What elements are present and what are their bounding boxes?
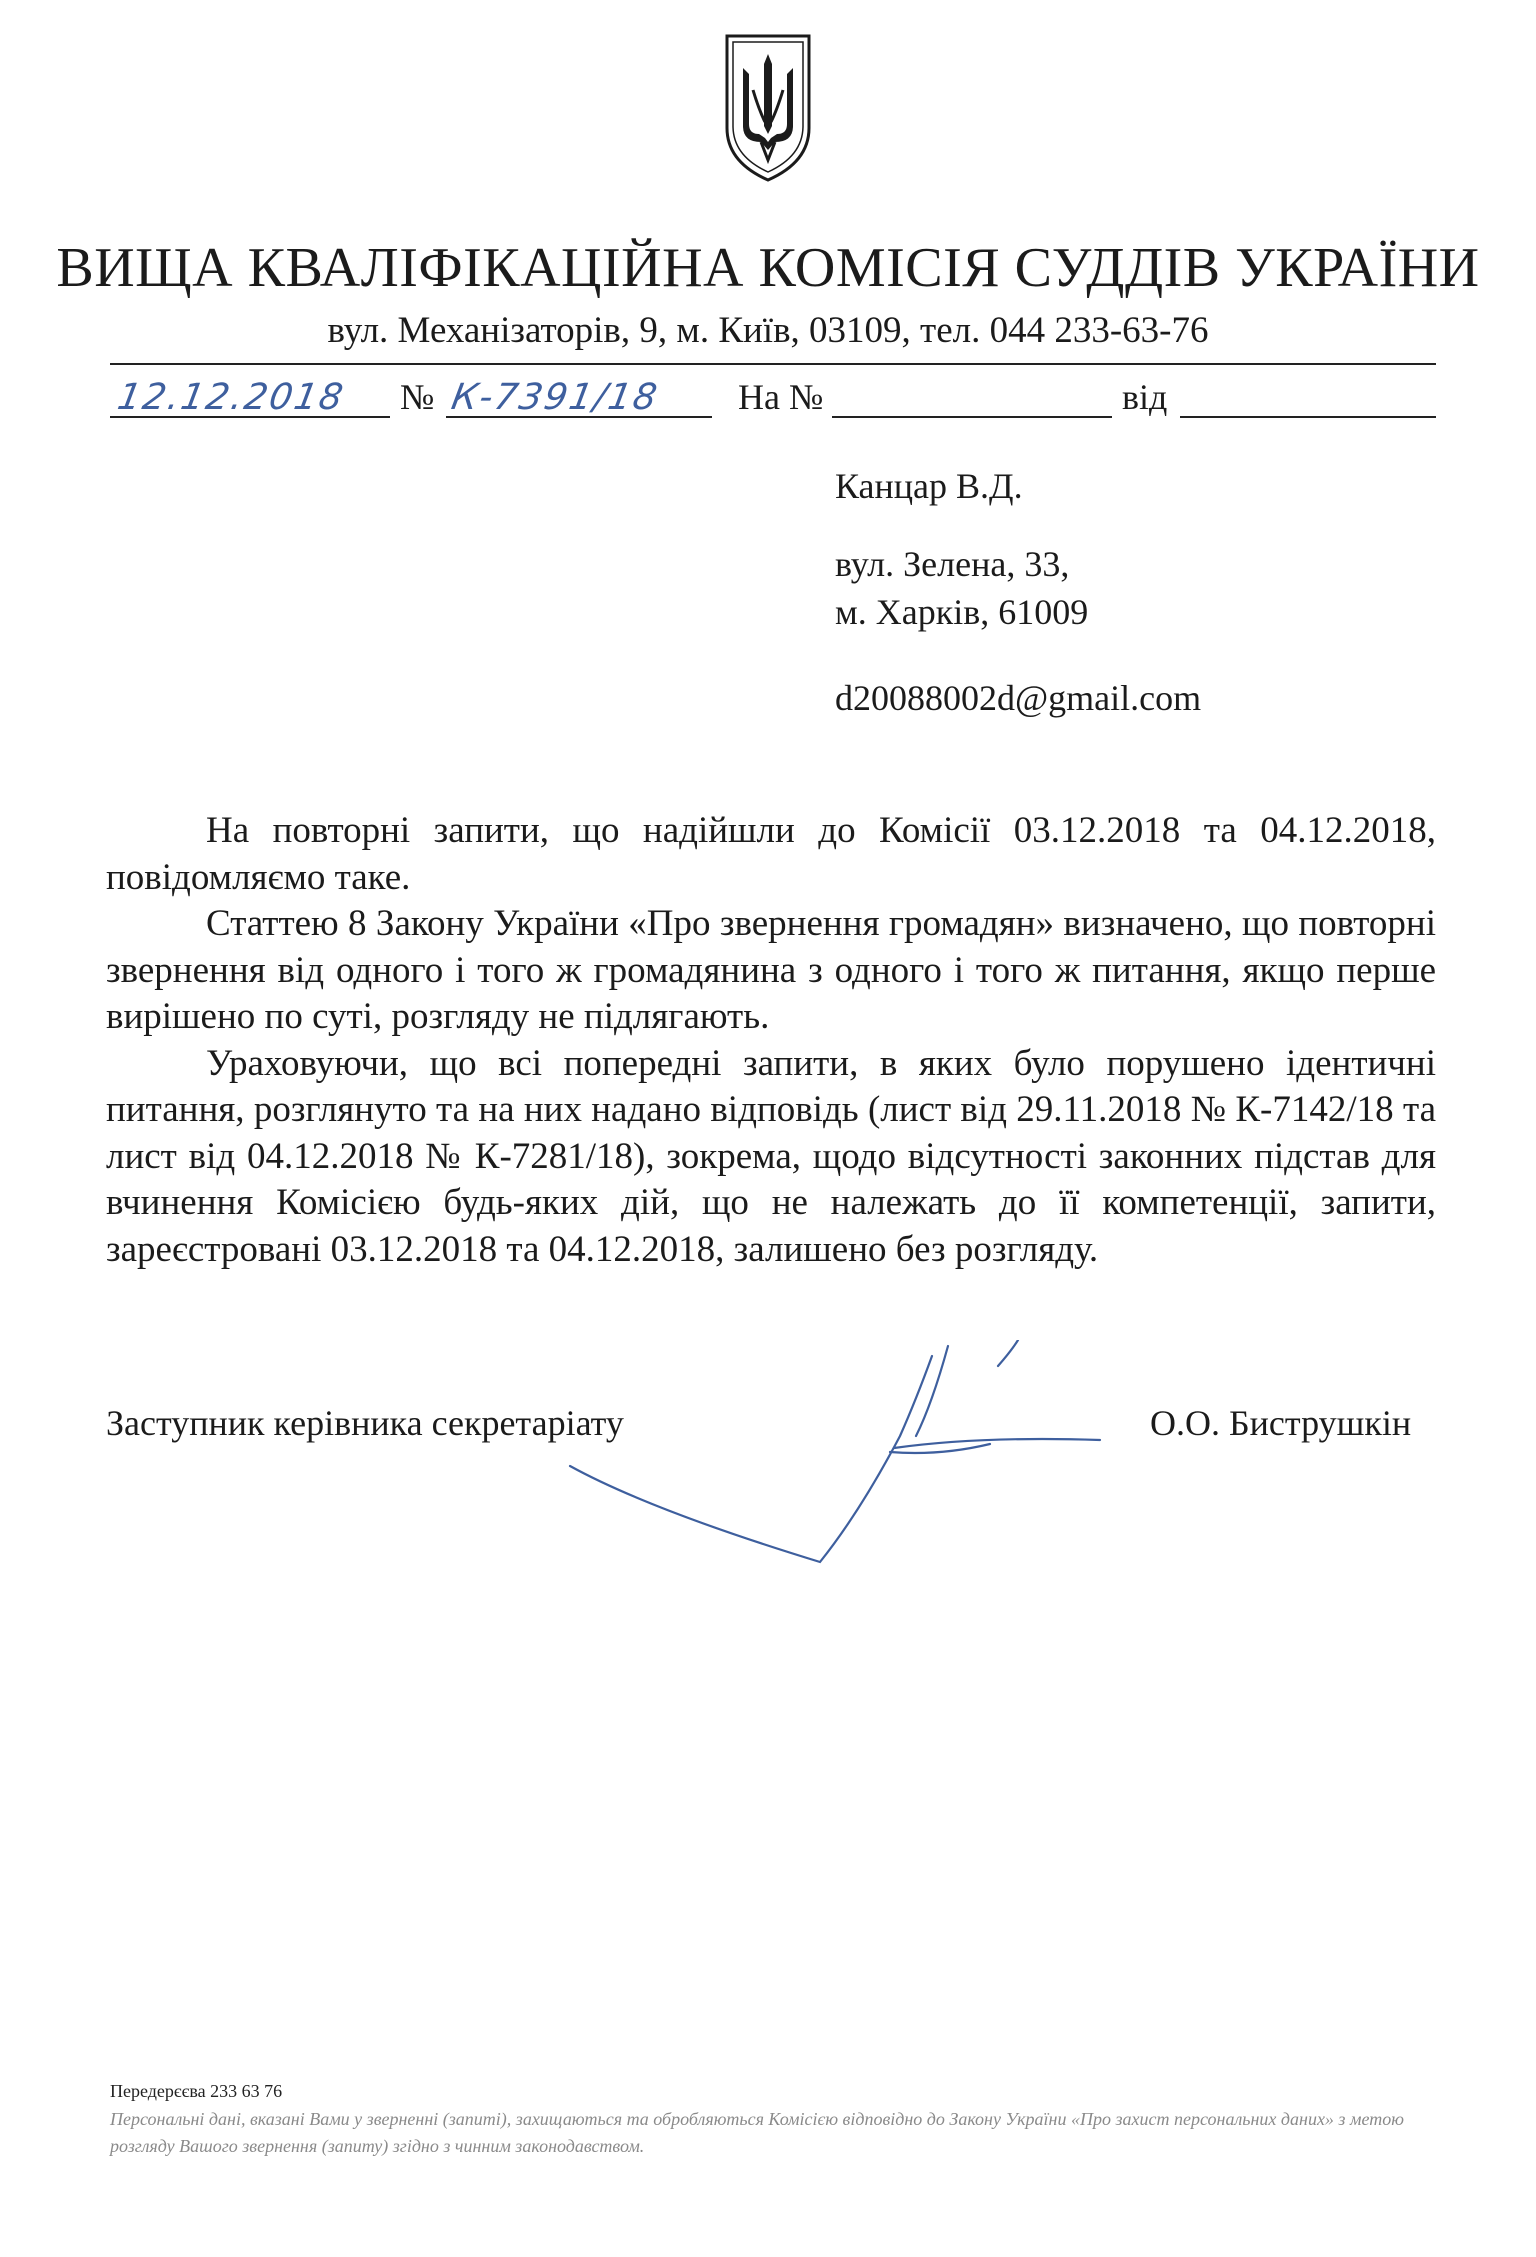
reply-from-date-field: [1180, 372, 1436, 418]
recipient-name: Канцар В.Д.: [835, 466, 1023, 506]
outgoing-date-field: [110, 372, 390, 418]
handwritten-signature-icon: [560, 1340, 1180, 1580]
outgoing-number-handwritten: К-7391/18: [448, 377, 662, 418]
body-paragraph: Ураховуючи, що всі попередні запити, в яких було порушено ідентичні питання, розглянуто та на них надано відповідь (лист від 29.11.2018 № К-7142/18 та лист від 04.12.2018 № К-7281/18), зокрема, щодо відсутності законних підстав для вчинення Комісією будь-яких дій, що не належать до її компетенції, запити, зареєстровані 03.12.2018 та 04.12.2018, залишено без розгляду.: [106, 1042, 1436, 1270]
organization-address: вул. Механізаторів, 9, м. Київ, 03109, тел. 044 233-63-76: [327, 310, 1209, 351]
body-paragraph: На повторні запити, що надійшли до Комісії 03.12.2018 та 04.12.2018, повідомляємо таке.: [106, 810, 1436, 898]
recipient-city: м. Харків, 61009: [835, 592, 1089, 632]
body-paragraph: Статтею 8 Закону України «Про звернення громадян» визначено, що повторні звернення від одного і того ж громадянина з одного і того ж питання, якщо перше вирішено по суті, розгляду не підлягають.: [106, 903, 1436, 1037]
privacy-notice: Персональні дані, вказані Вами у зверненні (запиті), захищаються та обробляються Комісією відповідно до Закону України «Про захист персональних даних» з метою розгляду Вашого звернення (запиту) згідно з чинним законодавством.: [110, 2109, 1404, 2156]
number-symbol: №: [400, 377, 435, 417]
executor-phone: Передерєєва 233 63 76: [110, 2081, 283, 2101]
outgoing-date-handwritten: 12.12.2018: [114, 377, 348, 418]
reply-to-label: На №: [738, 377, 824, 417]
signer-name: О.О. Биструшкін: [1150, 1403, 1412, 1443]
reply-from-label: від: [1122, 377, 1168, 417]
coat-of-arms-icon: [721, 30, 815, 186]
letter-body: [106, 808, 1436, 1273]
recipient-street: вул. Зелена, 33,: [835, 544, 1070, 584]
recipient-email: d20088002d@gmail.com: [835, 678, 1202, 718]
signer-title: Заступник керівника секретаріату: [106, 1403, 624, 1443]
outgoing-number-field: [446, 372, 712, 418]
organization-name: ВИЩА КВАЛІФІКАЦІЙНА КОМІСІЯ СУДДІВ УКРАЇНИ: [56, 237, 1480, 299]
reply-to-number-field: [832, 372, 1112, 418]
letterhead-divider: [110, 363, 1436, 365]
